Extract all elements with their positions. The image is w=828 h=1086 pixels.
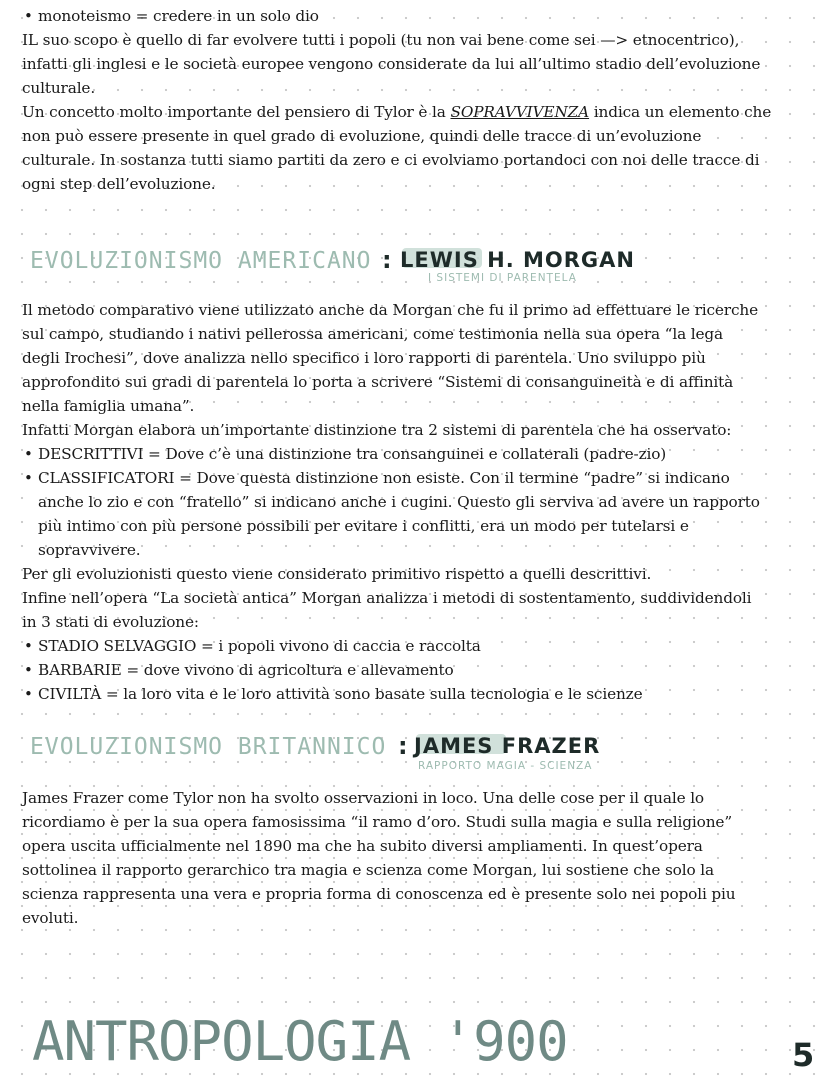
heading-american-name: LEWIS H. MORGAN bbox=[400, 248, 635, 272]
bullet-civilta: • CIVILTÀ = la loro vita e le loro attività sono basate sulla tecnologia e le scienze bbox=[22, 682, 812, 706]
heading-british-name: JAMES FRAZER bbox=[414, 734, 601, 758]
text-line: scienza rappresenta una vera e propria forma di conoscenza ed è presente solo nei popoli piu bbox=[22, 885, 736, 903]
text-line: ogni step dell’evoluzione. bbox=[22, 175, 216, 193]
text-line: culturale. In sostanza tutti siamo partiti da zero e ci evolviamo portandoci con noi delle tracce di bbox=[22, 151, 760, 169]
text-line: sottolinea il rapporto gerarchico tra magia e scienza come Morgan, lui sostiene che solo la bbox=[22, 861, 714, 879]
text-line: sul campo, studiando i nativi pellerossa americani, come testimonia nella sua opera “la lega bbox=[22, 325, 724, 343]
text-line: ricordiamo è per la sua opera famosissima “il ramo d’oro. Studi sulla magia e sulla religione” bbox=[22, 813, 732, 831]
text-line: Per gli evoluzionisti questo viene considerato primitivo rispetto a quelli descrittivi. bbox=[22, 565, 652, 583]
british-section bbox=[22, 786, 812, 930]
heading-american bbox=[30, 242, 635, 284]
american-section bbox=[22, 298, 812, 706]
text-line: IL suo scopo è quello di far evolvere tutti i popoli (tu non vai bene come sei —> etnocentrico), bbox=[22, 31, 740, 49]
heading-british-subtitle: RAPPORTO MAGIA - SCIENZA bbox=[418, 760, 593, 772]
text-line: nella famiglia umana”. bbox=[22, 397, 195, 415]
text-line: degli Irochesi”, dove analizza nello specifico i loro rapporti di parentela. Uno sviluppo più bbox=[22, 349, 706, 367]
text-line: opera uscita ufficialmente nel 1890 ma che ha subito diversi ampliamenti. In quest’opera bbox=[22, 837, 703, 855]
heading-colon: : bbox=[382, 246, 392, 274]
text-line: in 3 stati di evoluzione: bbox=[22, 613, 199, 631]
text-line: sopravvivere. bbox=[38, 541, 141, 559]
text-line: anche lo zio e con “fratello” si indicano anche i cugini. Questo gli serviva ad avere un rapporto bbox=[38, 493, 760, 511]
text-line: culturale. bbox=[22, 79, 96, 97]
heading-british-label: EVOLUZIONISMO BRITANNICO bbox=[30, 734, 387, 760]
heading-american-subtitle: I SISTEMI DI PARENTELA bbox=[428, 272, 577, 284]
text-fragment: Un concetto molto importante del pensiero di Tylor è la bbox=[22, 103, 451, 121]
footer-title: ANTROPOLOGIA '900 bbox=[32, 1010, 568, 1073]
text-line: Infine nell’opera “La società antica” Morgan analizza i metodi di sostentamento, suddividendoli bbox=[22, 589, 752, 607]
bullet-descrittivi: • DESCRITTIVI = Dove c’è una distinzione tra consanguinei e collaterali (padre-zio) bbox=[22, 442, 812, 466]
text-line: Infatti Morgan elabora un’importante distinzione tra 2 sistemi di parentela che ha osservato: bbox=[22, 421, 732, 439]
heading-colon: : bbox=[398, 732, 408, 760]
sopravvivenza-term: SOPRAVVIVENZA bbox=[450, 103, 590, 121]
bullet-barbarie: • BARBARIE = dove vivono di agricoltura e allevamento bbox=[22, 658, 812, 682]
bullet-classificatori: • CLASSIFICATORI = Dove questa distinzione non esiste. Con il termine “padre” si indicano bbox=[22, 466, 812, 490]
text-line-sopravvivenza bbox=[22, 100, 812, 124]
text-line: Il metodo comparativo viene utilizzato anche da Morgan che fu il primo ad effettuare le ricerche bbox=[22, 301, 758, 319]
bullet-stadio-selvaggio: • STADIO SELVAGGIO = i popoli vivono di caccia e raccolta bbox=[22, 634, 812, 658]
page-number: 5 bbox=[792, 1036, 815, 1074]
text-fragment: indica un elemento che bbox=[589, 103, 772, 121]
text-line: non può essere presente in quel grado di evoluzione, quindi delle tracce di un’evoluzione bbox=[22, 127, 702, 145]
top-section bbox=[22, 4, 812, 196]
heading-american-label: EVOLUZIONISMO AMERICANO bbox=[30, 248, 372, 274]
text-line: James Frazer come Tylor non ha svolto osservazioni in loco. Una delle cose per il quale lo bbox=[22, 789, 704, 807]
heading-british bbox=[30, 728, 630, 772]
text-line: infatti gli inglesi e le società europee vengono considerate da lui all’ultimo stadio dell’evoluzione bbox=[22, 55, 761, 73]
bullet-monoteismo: • monoteismo = credere in un solo dio bbox=[22, 4, 812, 28]
text-line: evoluti. bbox=[22, 909, 79, 927]
text-line: approfondito sui gradi di parentela lo porta a scrivere “Sistemi di consanguineità e di affinità bbox=[22, 373, 734, 391]
text-line: più intimo con più persone possibili per evitare i conflitti, era un modo per tutelarsi e bbox=[38, 517, 689, 535]
